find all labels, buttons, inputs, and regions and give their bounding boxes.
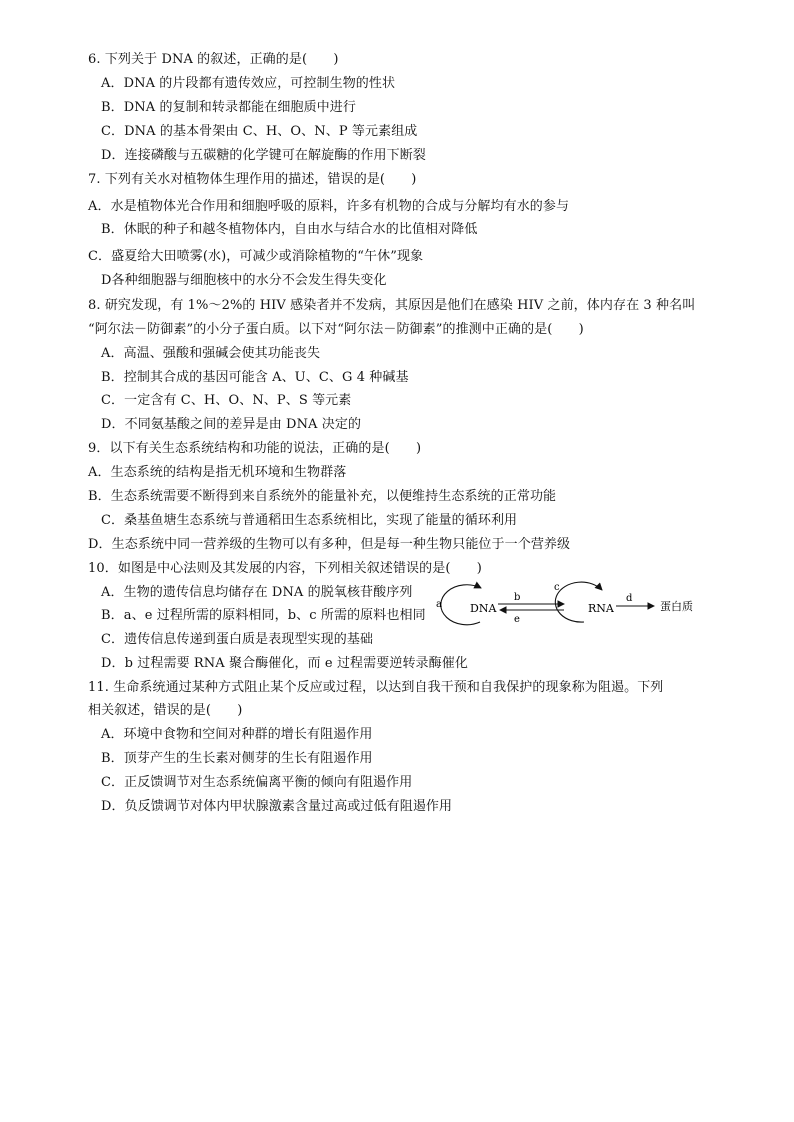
q8-stem-line-2: “阿尔法－防御素”的小分子蛋白质。以下对“阿尔法－防御素”的推测中正确的是( ) [88,322,584,337]
q11-option-c: C．正反馈调节对生态系统偏离平衡的倾向有阻遏作用 [101,775,413,790]
q7-option-a: A．水是植物体光合作用和细胞呼吸的原料，许多有机物的合成与分解均有水的参与 [88,199,570,214]
q6-stem: 6. 下列关于 DNA 的叙述，正确的是( ) [88,52,339,67]
q6-option-a: A．DNA 的片段都有遗传效应，可控制生物的性状 [101,76,396,91]
q9-option-b: B．生态系统需要不断得到来自系统外的能量补充，以便维持生态系统的正常功能 [88,489,557,504]
q7-option-d: D各种细胞器与细胞核中的水分不会发生得失变化 [101,273,387,288]
q8-option-d: D．不同氨基酸之间的差异是由 DNA 决定的 [101,417,362,432]
diagram-label-e: e [514,614,520,625]
q7-option-b: B．休眠的种子和越冬植物体内，自由水与结合水的比值相对降低 [101,222,478,237]
q8-stem-line-1: 8. 研究发现，有 1%～2%的 HIV 感染者并不发病，其原因是他们在感染 HIV 之前，体内存在 3 种名叫 [88,298,696,313]
q10-stem: 10．如图是中心法则及其发展的内容，下列相关叙述错误的是( ) [88,561,482,576]
q8-option-b: B．控制其合成的基因可能含 A、U、C、G 4 种碱基 [101,370,409,385]
q11-stem-line-1: 11. 生命系统通过某种方式阻止某个反应或过程，以达到自我干预和自我保护的现象称为阻遏。下列 [88,680,664,695]
q11-option-d: D．负反馈调节对体内甲状腺激素含量过高或过低有阻遏作用 [101,799,453,814]
q9-stem: 9．以下有关生态系统结构和功能的说法，正确的是( ) [88,441,422,456]
diagram-label-b: b [514,592,521,603]
dna-label: DNA [470,602,497,615]
protein-label: 蛋白质 [660,600,693,613]
q11-option-a: A．环境中食物和空间对种群的增长有阻遏作用 [101,727,373,742]
q9-option-a: A．生态系统的结构是指无机环境和生物群落 [88,465,347,480]
q9-option-d: D．生态系统中同一营养级的生物可以有多种，但是每一种生物只能位于一个营养级 [88,537,571,552]
q11-option-b: B．顶芽产生的生长素对侧芽的生长有阻遏作用 [101,751,373,766]
rna-label: RNA [588,602,614,615]
q6-option-b: B．DNA 的复制和转录都能在细胞质中进行 [101,100,356,115]
q10-option-a: A．生物的遗传信息均储存在 DNA 的脱氧核苷酸序列 [101,585,413,600]
q10-option-c: C．遗传信息传递到蛋白质是表现型实现的基础 [101,632,374,647]
q7-option-c: C．盛夏给大田喷雾(水)，可减少或消除植物的“午休”现象 [88,249,424,264]
q11-stem-line-2: 相关叙述，错误的是( ) [88,703,243,718]
diagram-label-c: c [554,582,560,593]
q10-option-b: B．a、e 过程所需的原料相同，b、c 所需的原料也相同 [101,608,426,623]
q9-option-c: C．桑基鱼塘生态系统与普通稻田生态系统相比，实现了能量的循环利用 [101,513,518,528]
diagram-label-d: d [626,593,633,604]
q7-stem: 7. 下列有关水对植物体生理作用的描述，错误的是( ) [88,172,417,187]
q8-option-a: A．高温、强酸和强碱会使其功能丧失 [101,346,321,361]
q6-option-c: C．DNA 的基本骨架由 C、H、O、N、P 等元素组成 [101,124,418,139]
q10-option-d: D．b 过程需要 RNA 聚合酶催化，而 e 过程需要逆转录酶催化 [101,656,468,671]
central-dogma-diagram [434,580,714,632]
diagram-label-a: a [436,599,442,610]
q6-option-d: D．连接磷酸与五碳糖的化学键可在解旋酶的作用下断裂 [101,148,426,163]
q8-option-c: C．一定含有 C、H、O、N、P、S 等元素 [101,393,352,408]
